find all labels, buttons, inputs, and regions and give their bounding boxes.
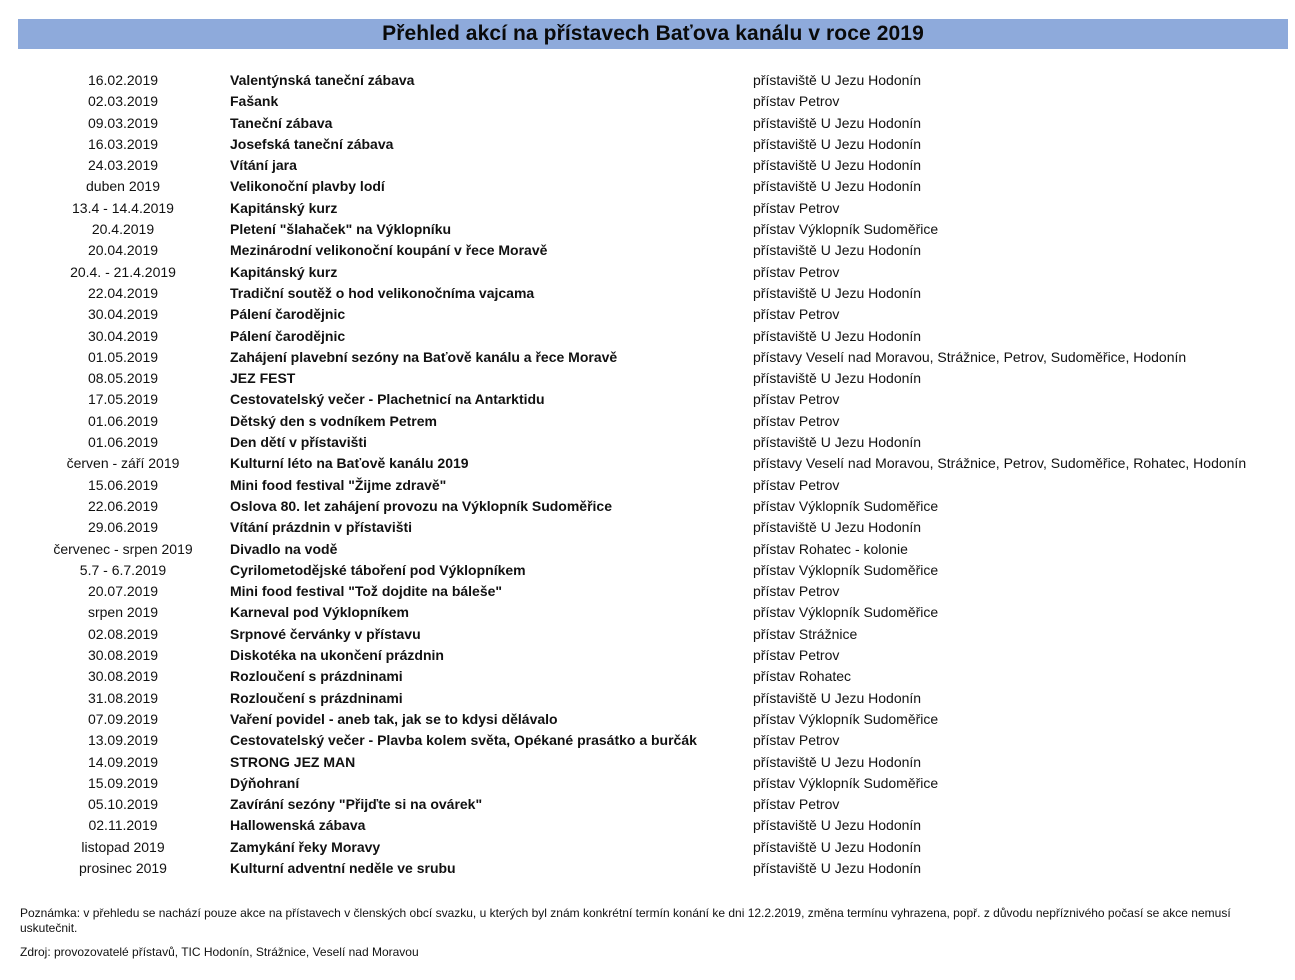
event-name: Mini food festival "Tož dojdite na báleše"	[230, 583, 503, 600]
event-row	[0, 709, 1295, 730]
event-row	[0, 432, 1295, 453]
event-name: Pálení čarodějnic	[230, 327, 346, 344]
event-row	[0, 113, 1295, 134]
event-place: přístav Výklopník Sudoměřice	[753, 497, 939, 514]
footnote: Poznámka: v přehledu se nachází pouze akce na přístavech v členských obcí svazku, u kterých byl znám konkrétní termín konání ke dni 12.2.2019, změna termínu vyhrazena, popř. z důvodu nepříznivého počasí se akce nemusí uskutečnit.	[20, 906, 1231, 935]
event-name: Mezinárodní velikonoční koupání v řece Moravě	[230, 242, 548, 259]
event-row	[0, 304, 1295, 325]
event-date: 01.06.2019	[87, 412, 159, 429]
event-place: přístav Výklopník Sudoměřice	[753, 561, 939, 578]
event-row	[0, 91, 1295, 112]
event-name: Zamykání řeky Moravy	[230, 838, 381, 855]
event-row	[0, 453, 1295, 474]
event-row	[0, 70, 1295, 91]
event-name: JEZ FEST	[230, 370, 296, 387]
event-date: 20.4.2019	[91, 221, 155, 238]
event-row	[0, 326, 1295, 347]
event-place: přístav Výklopník Sudoměřice	[753, 221, 939, 238]
event-date: 14.09.2019	[87, 753, 159, 770]
event-name: Velikonoční plavby lodí	[230, 178, 385, 195]
event-date: 30.08.2019	[87, 668, 159, 685]
event-name: Diskotéka na ukončení prázdnin	[230, 647, 444, 664]
event-row	[0, 517, 1295, 538]
event-place: přístav Výklopník Sudoměřice	[753, 774, 939, 791]
event-place: přístaviště U Jezu Hodonín	[753, 242, 922, 259]
event-row	[0, 837, 1295, 858]
event-row	[0, 198, 1295, 219]
event-place: přístaviště U Jezu Hodonín	[753, 370, 922, 387]
event-date: listopad 2019	[81, 838, 165, 855]
event-date: 05.10.2019	[87, 796, 159, 813]
event-date: 16.03.2019	[87, 135, 159, 152]
event-name: Divadlo na vodě	[230, 540, 338, 557]
event-date: 17.05.2019	[87, 391, 159, 408]
event-row	[0, 794, 1295, 815]
event-date: 30.04.2019	[87, 306, 159, 323]
event-row	[0, 858, 1295, 879]
event-date: 01.06.2019	[87, 434, 159, 451]
event-place: přístav Strážnice	[753, 625, 858, 642]
event-date: 07.09.2019	[87, 710, 159, 727]
event-date: 02.03.2019	[87, 93, 159, 110]
event-date: červenec - srpen 2019	[53, 540, 193, 557]
event-row	[0, 176, 1295, 197]
event-row	[0, 134, 1295, 155]
event-name: Pletení "šlahaček" na Výklopníku	[230, 221, 452, 238]
event-name: Oslova 80. let zahájení provozu na Výklopník Sudoměřice	[230, 497, 613, 514]
title-bar	[18, 19, 1288, 49]
event-name: Vítání jara	[230, 157, 297, 174]
event-row	[0, 347, 1295, 368]
event-row	[0, 539, 1295, 560]
event-name: Dýňohraní	[230, 774, 300, 791]
event-place: přístaviště U Jezu Hodonín	[753, 859, 922, 876]
event-date: 08.05.2019	[87, 370, 159, 387]
event-row	[0, 262, 1295, 283]
event-name: Fašank	[230, 93, 279, 110]
event-name: Kapitánský kurz	[230, 199, 338, 216]
event-name: Cestovatelský večer - Plachetnicí na Antarktidu	[230, 391, 545, 408]
event-name: Dětský den s vodníkem Petrem	[230, 412, 437, 429]
event-place: přístav Petrov	[753, 199, 840, 216]
event-date: 20.04.2019	[87, 242, 159, 259]
event-place: přístav Petrov	[753, 732, 840, 749]
event-date: 20.07.2019	[87, 583, 159, 600]
event-date: srpen 2019	[87, 604, 159, 621]
event-date: prosinec 2019	[79, 859, 167, 876]
event-row	[0, 389, 1295, 410]
event-place: přístav Petrov	[753, 796, 840, 813]
event-date: 15.06.2019	[87, 476, 159, 493]
event-place: přístav Petrov	[753, 412, 840, 429]
event-place: přístaviště U Jezu Hodonín	[753, 135, 922, 152]
event-name: Hallowenská zábava	[230, 817, 366, 834]
event-row	[0, 624, 1295, 645]
event-date: 13.4 - 14.4.2019	[72, 199, 174, 216]
event-date: 30.08.2019	[87, 647, 159, 664]
event-name: Mini food festival "Žijme zdravě"	[230, 476, 447, 493]
event-name: Rozloučení s prázdninami	[230, 689, 403, 706]
event-place: přístavy Veselí nad Moravou, Strážnice, Petrov, Sudoměřice, Rohatec, Hodonín	[753, 455, 1247, 472]
event-place: přístav Petrov	[753, 647, 840, 664]
event-row	[0, 240, 1295, 261]
event-name: Zahájení plavební sezóny na Baťově kanálu a řece Moravě	[230, 348, 618, 365]
event-place: přístav Rohatec	[753, 668, 852, 685]
event-name: Taneční zábava	[230, 114, 333, 131]
event-row	[0, 602, 1295, 623]
event-place: přístaviště U Jezu Hodonín	[753, 838, 922, 855]
event-place: přístav Petrov	[753, 263, 840, 280]
event-place: přístav Výklopník Sudoměřice	[753, 604, 939, 621]
event-date: 02.08.2019	[87, 625, 159, 642]
event-name: STRONG JEZ MAN	[230, 753, 356, 770]
event-place: přístaviště U Jezu Hodonín	[753, 753, 922, 770]
event-date: 29.06.2019	[87, 519, 159, 536]
event-date: 22.06.2019	[87, 497, 159, 514]
event-place: přístaviště U Jezu Hodonín	[753, 689, 922, 706]
event-date: 30.04.2019	[87, 327, 159, 344]
event-row	[0, 219, 1295, 240]
event-row	[0, 496, 1295, 517]
event-name: Cyrilometodějské táboření pod Výklopníkem	[230, 561, 526, 578]
event-name: Karneval pod Výklopníkem	[230, 604, 409, 621]
event-place: přístav Rohatec - kolonie	[753, 540, 908, 557]
event-name: Pálení čarodějnic	[230, 306, 346, 323]
event-place: přístav Petrov	[753, 391, 840, 408]
event-name: Vítání prázdnin v přístavišti	[230, 519, 413, 536]
event-place: přístaviště U Jezu Hodonín	[753, 519, 922, 536]
event-row	[0, 475, 1295, 496]
event-place: přístaviště U Jezu Hodonín	[753, 327, 922, 344]
event-place: přístav Petrov	[753, 93, 840, 110]
event-place: přístaviště U Jezu Hodonín	[753, 114, 922, 131]
event-name: Vaření povidel - aneb tak, jak se to kdysi dělávalo	[230, 710, 558, 727]
event-row	[0, 815, 1295, 836]
event-row	[0, 645, 1295, 666]
event-name: Den dětí v přístavišti	[230, 434, 367, 451]
event-row	[0, 155, 1295, 176]
event-date: 09.03.2019	[87, 114, 159, 131]
event-place: přístaviště U Jezu Hodonín	[753, 72, 922, 88]
event-row	[0, 560, 1295, 581]
event-place: přístav Výklopník Sudoměřice	[753, 710, 939, 727]
event-place: přístaviště U Jezu Hodonín	[753, 817, 922, 834]
event-name: Kapitánský kurz	[230, 263, 338, 280]
event-date: 02.11.2019	[88, 817, 158, 834]
event-name: Rozloučení s prázdninami	[230, 668, 403, 685]
event-date: 15.09.2019	[87, 774, 159, 791]
event-place: přístaviště U Jezu Hodonín	[753, 157, 922, 174]
event-place: přístaviště U Jezu Hodonín	[753, 178, 922, 195]
event-date: červen - září 2019	[66, 455, 180, 472]
event-date: 24.03.2019	[87, 157, 159, 174]
event-name: Tradiční soutěž o hod velikonočníma vajcama	[230, 284, 535, 301]
event-place: přístav Petrov	[753, 583, 840, 600]
event-row	[0, 773, 1295, 794]
event-name: Kulturní léto na Baťově kanálu 2019	[230, 455, 469, 472]
event-date: 01.05.2019	[87, 348, 159, 365]
event-date: 20.4. - 21.4.2019	[70, 263, 176, 280]
source-note: Zdroj: provozovatelé přístavů, TIC Hodonín, Strážnice, Veselí nad Moravou	[20, 945, 419, 959]
event-date: 13.09.2019	[87, 732, 159, 749]
event-name: Srpnové červánky v přístavu	[230, 625, 421, 642]
event-row	[0, 730, 1295, 751]
event-place: přístav Petrov	[753, 476, 840, 493]
event-place: přístav Petrov	[753, 306, 840, 323]
event-date: 22.04.2019	[87, 284, 159, 301]
event-row	[0, 283, 1295, 304]
event-name: Valentýnská taneční zábava	[230, 72, 415, 88]
event-row	[0, 752, 1295, 773]
event-row	[0, 581, 1295, 602]
event-name: Kulturní adventní neděle ve srubu	[230, 859, 456, 876]
event-name: Zavírání sezóny "Přijďte si na ovárek"	[230, 796, 483, 813]
event-row	[0, 368, 1295, 389]
event-date: 5.7 - 6.7.2019	[79, 561, 167, 578]
events-table	[0, 70, 1295, 879]
event-place: přístavy Veselí nad Moravou, Strážnice, Petrov, Sudoměřice, Hodonín	[753, 348, 1187, 365]
event-name: Josefská taneční zábava	[230, 135, 394, 152]
event-place: přístaviště U Jezu Hodonín	[753, 284, 922, 301]
page-title: Přehled akcí na přístavech Baťova kanálu v roce 2019	[382, 22, 924, 45]
event-name: Cestovatelský večer - Plavba kolem světa, Opékané prasátko a burčák	[230, 732, 697, 749]
event-place: přístaviště U Jezu Hodonín	[753, 434, 922, 451]
event-date: 16.02.2019	[87, 72, 159, 88]
event-row	[0, 666, 1295, 687]
event-row	[0, 411, 1295, 432]
event-date: 31.08.2019	[87, 689, 159, 706]
event-row	[0, 688, 1295, 709]
event-date: duben 2019	[86, 178, 160, 195]
